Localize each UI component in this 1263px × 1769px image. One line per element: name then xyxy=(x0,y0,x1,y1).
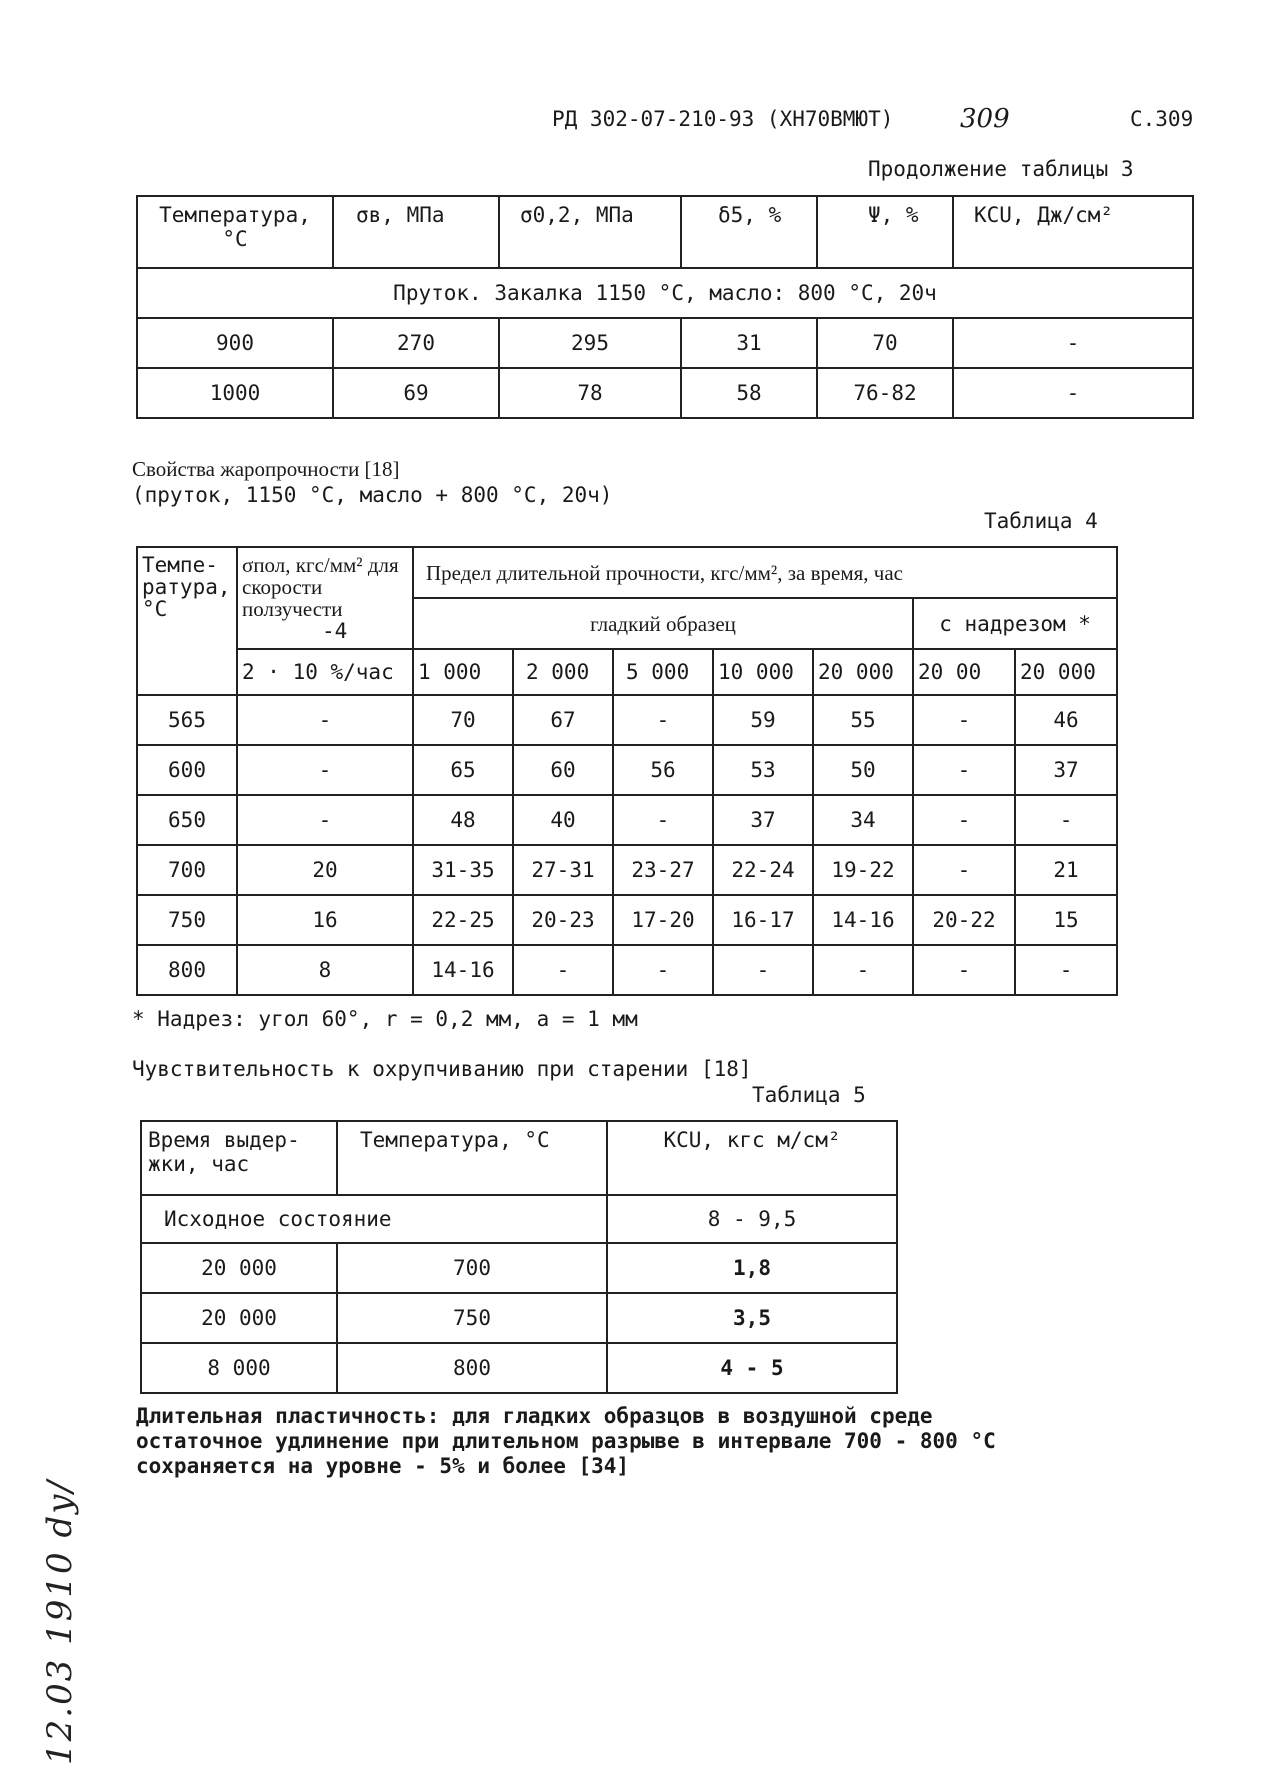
header-hours: 20 000 xyxy=(813,649,913,695)
cell: 65 xyxy=(413,745,513,795)
cell: 19-22 xyxy=(813,845,913,895)
cell: 40 xyxy=(513,795,613,845)
cell: 14-16 xyxy=(813,895,913,945)
table-row xyxy=(141,1343,897,1393)
header-hours: 1 000 xyxy=(413,649,513,695)
cell: 46 xyxy=(1015,695,1117,745)
header-notched-sample: с надрезом * xyxy=(913,598,1117,649)
cell: 270 xyxy=(333,318,499,368)
header-kcu: KCU, Дж/см² xyxy=(953,196,1193,268)
header-hours: 2 000 xyxy=(513,649,613,695)
header-elongation: δ5, % xyxy=(681,196,817,268)
cell: - xyxy=(1015,795,1117,845)
table-row xyxy=(137,945,1117,995)
cell: 20-22 xyxy=(913,895,1015,945)
cell: - xyxy=(237,745,413,795)
plasticity-line: Длительная пластичность: для гладких образцов в воздушной среде xyxy=(136,1404,933,1428)
cell: 16-17 xyxy=(713,895,813,945)
cell: 1,8 xyxy=(607,1243,897,1293)
cell: - xyxy=(237,795,413,845)
cell: 31-35 xyxy=(413,845,513,895)
cell: 31 xyxy=(681,318,817,368)
cell: 700 xyxy=(337,1243,607,1293)
header-holding-time: Время выдер-жки, час xyxy=(141,1121,337,1195)
header-temperature: Темпе-ратура, °С xyxy=(137,547,237,695)
cell: 34 xyxy=(813,795,913,845)
cell: 16 xyxy=(237,895,413,945)
cell: 58 xyxy=(681,368,817,418)
cell: 37 xyxy=(713,795,813,845)
cell: 4 - 5 xyxy=(607,1343,897,1393)
creep-limit-label: σпол, кгс/мм² для скорости ползучести xyxy=(242,553,399,621)
cell: 295 xyxy=(499,318,681,368)
table-row xyxy=(141,1195,897,1243)
cell: 69 xyxy=(333,368,499,418)
cell: 70 xyxy=(413,695,513,745)
cell: - xyxy=(913,845,1015,895)
header-creep-rate: 2 · 10 %/час xyxy=(237,649,413,695)
cell: 67 xyxy=(513,695,613,745)
header-tensile-strength: σв, МПа xyxy=(333,196,499,268)
cell: 70 xyxy=(817,318,953,368)
cell: 50 xyxy=(813,745,913,795)
cell: 53 xyxy=(713,745,813,795)
table-4-footnote: * Надрез: угол 60°, r = 0,2 мм, a = 1 мм xyxy=(132,1007,638,1031)
table-header-row xyxy=(137,649,1117,695)
cell: 48 xyxy=(413,795,513,845)
initial-state-label: Исходное состояние xyxy=(141,1195,607,1243)
header-hours: 20 000 xyxy=(1015,649,1117,695)
cell: - xyxy=(913,695,1015,745)
table-5 xyxy=(140,1120,898,1394)
plasticity-line: сохраняется на уровне - 5% и более [34] xyxy=(136,1454,630,1478)
table-header-row xyxy=(141,1121,897,1195)
cell: - xyxy=(913,745,1015,795)
table-4 xyxy=(136,546,1118,996)
cell: - xyxy=(237,695,413,745)
plasticity-line: остаточное удлинение при длительном разрыве в интервале 700 - 800 °С xyxy=(136,1429,996,1453)
header-hours: 5 000 xyxy=(613,649,713,695)
header-creep-limit xyxy=(237,547,413,649)
initial-state-value: 8 - 9,5 xyxy=(607,1195,897,1243)
cell: 900 xyxy=(137,318,333,368)
cell: 700 xyxy=(137,845,237,895)
cell: - xyxy=(613,945,713,995)
cell: 20 xyxy=(237,845,413,895)
cell: 23-27 xyxy=(613,845,713,895)
cell: 15 xyxy=(1015,895,1117,945)
page-number: С.309 xyxy=(1130,107,1194,131)
cell: 800 xyxy=(137,945,237,995)
header-smooth-sample: гладкий образец xyxy=(413,598,913,649)
cell: - xyxy=(813,945,913,995)
cell: 27-31 xyxy=(513,845,613,895)
handwritten-margin-note: 12.03 1910 dy/ xyxy=(40,1479,80,1765)
cell: 750 xyxy=(137,895,237,945)
cell: 22-25 xyxy=(413,895,513,945)
table-4-label: Таблица 4 xyxy=(984,509,1098,533)
cell: 20 000 xyxy=(141,1243,337,1293)
table-section-row xyxy=(137,268,1193,318)
creep-rate-exponent: -4 xyxy=(322,619,348,643)
table-3 xyxy=(136,195,1194,419)
cell: - xyxy=(613,795,713,845)
table-continuation-label: Продолжение таблицы 3 xyxy=(868,157,1134,181)
cell: 8 xyxy=(237,945,413,995)
cell: 21 xyxy=(1015,845,1117,895)
table-5-label: Таблица 5 xyxy=(752,1083,866,1107)
cell: 56 xyxy=(613,745,713,795)
table-row xyxy=(137,895,1117,945)
doc-reference: РД 302-07-210-93 (ХН70ВМЮТ) xyxy=(552,107,894,131)
cell: 76-82 xyxy=(817,368,953,418)
heat-resistance-conditions: (пруток, 1150 °С, масло + 800 °С, 20ч) xyxy=(132,483,613,507)
cell: - xyxy=(913,945,1015,995)
cell: 55 xyxy=(813,695,913,745)
cell: - xyxy=(613,695,713,745)
cell: 22-24 xyxy=(713,845,813,895)
cell: 59 xyxy=(713,695,813,745)
header-reduction-area: Ψ, % xyxy=(817,196,953,268)
cell: 37 xyxy=(1015,745,1117,795)
cell: 14-16 xyxy=(413,945,513,995)
cell: - xyxy=(953,368,1193,418)
embrittlement-title: Чувствительность к охрупчиванию при старении [18] xyxy=(132,1057,752,1081)
table-header-row xyxy=(137,196,1193,268)
table-row xyxy=(137,368,1193,418)
header-temperature: Температура, °С xyxy=(137,196,333,268)
cell: 650 xyxy=(137,795,237,845)
cell: - xyxy=(913,795,1015,845)
header-hours: 10 000 xyxy=(713,649,813,695)
cell: 565 xyxy=(137,695,237,745)
table-row xyxy=(141,1293,897,1343)
table-row xyxy=(137,695,1117,745)
cell: 1000 xyxy=(137,368,333,418)
cell: - xyxy=(713,945,813,995)
cell: - xyxy=(953,318,1193,368)
header-yield-strength: σ0,2, МПа xyxy=(499,196,681,268)
table-row xyxy=(137,745,1117,795)
table-row xyxy=(137,845,1117,895)
cell: 800 xyxy=(337,1343,607,1393)
header-hours: 20 00 xyxy=(913,649,1015,695)
cell: 20-23 xyxy=(513,895,613,945)
header-kcu: КСU, кгс м/см² xyxy=(607,1121,897,1195)
cell: 20 000 xyxy=(141,1293,337,1343)
header-temperature: Температура, °С xyxy=(337,1121,607,1195)
cell: 60 xyxy=(513,745,613,795)
table-header-row xyxy=(137,547,1117,598)
cell: - xyxy=(513,945,613,995)
cell: 78 xyxy=(499,368,681,418)
cell: 750 xyxy=(337,1293,607,1343)
plasticity-paragraph xyxy=(136,1404,996,1479)
table-row xyxy=(137,795,1117,845)
cell: 600 xyxy=(137,745,237,795)
heat-resistance-title: Свойства жаропрочности [18] xyxy=(132,457,400,481)
table-row xyxy=(141,1243,897,1293)
cell: 17-20 xyxy=(613,895,713,945)
cell: 8 000 xyxy=(141,1343,337,1393)
section-heading: Пруток. Закалка 1150 °С, масло: 800 °С, 20ч xyxy=(137,268,1193,318)
handwritten-page-number: 309 xyxy=(960,104,1010,134)
cell: - xyxy=(1015,945,1117,995)
cell: 3,5 xyxy=(607,1293,897,1343)
header-long-term-strength: Предел длительной прочности, кгс/мм², за время, час xyxy=(413,547,1117,598)
table-row xyxy=(137,318,1193,368)
